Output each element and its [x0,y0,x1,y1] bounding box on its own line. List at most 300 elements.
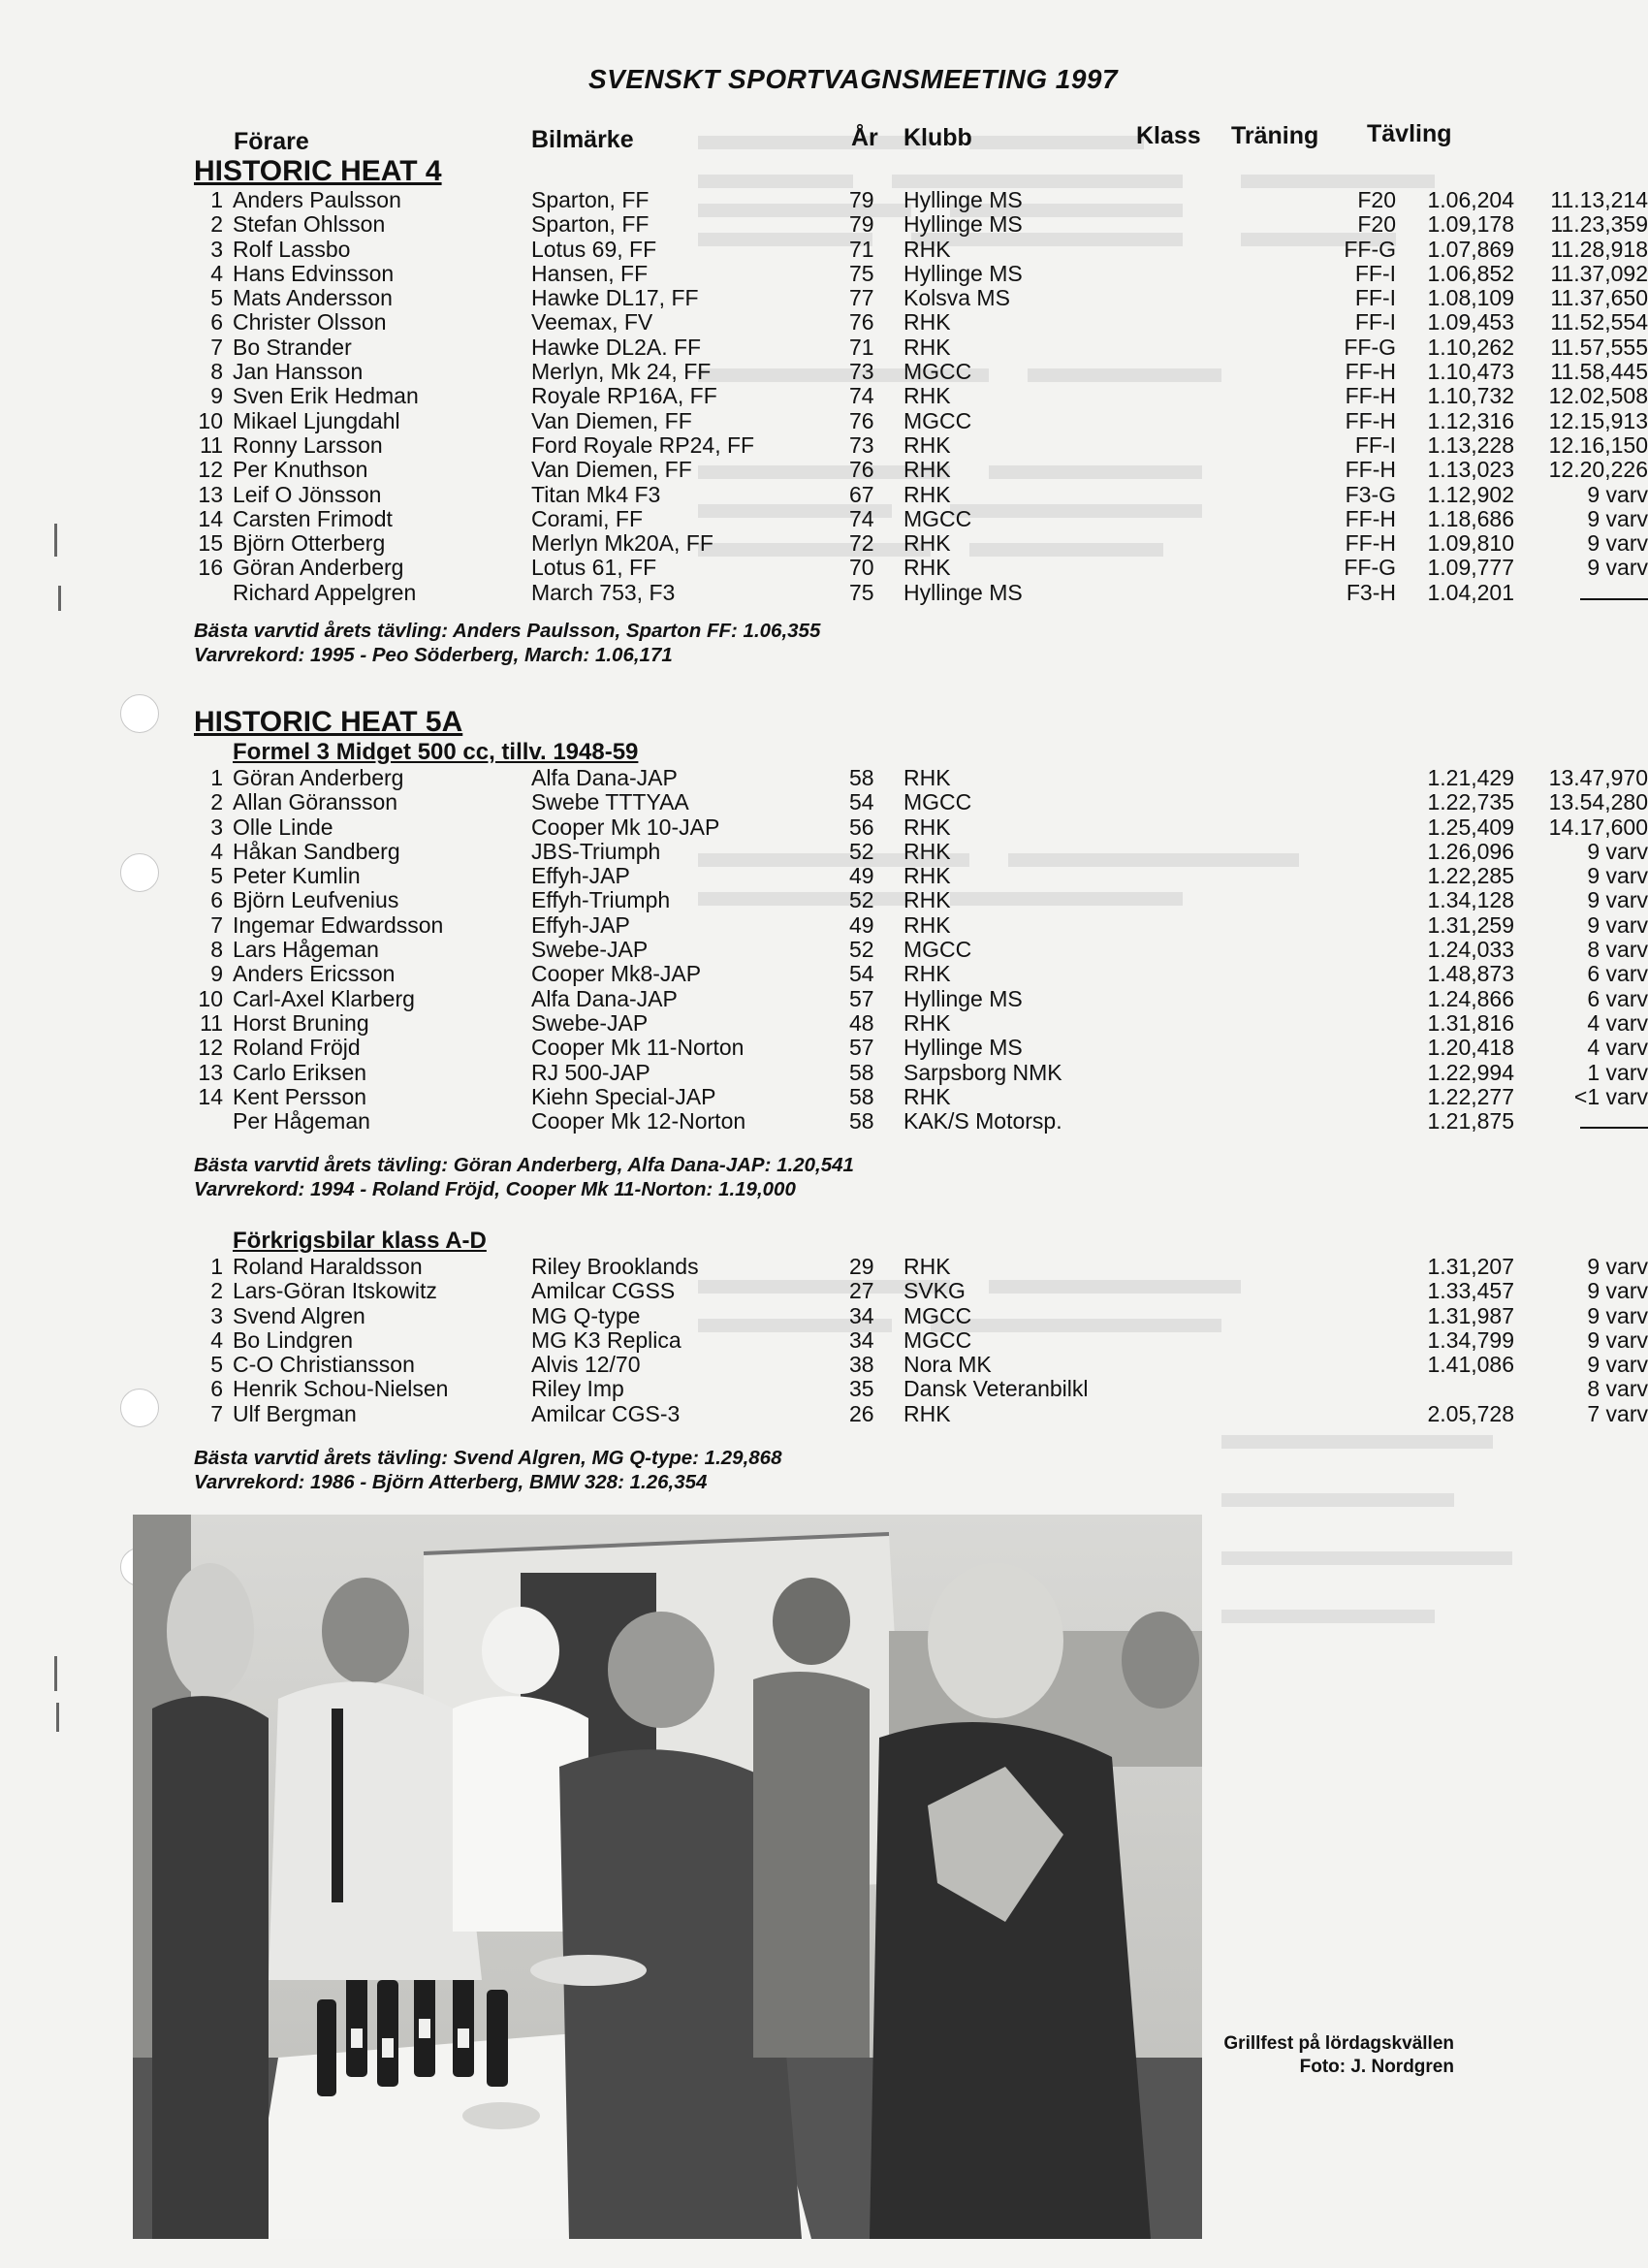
club-cell: RHK [903,309,951,335]
photo-caption [1202,2032,1454,2079]
year-cell: 29 [849,1254,874,1279]
table-row [194,1059,1648,1085]
driver-cell: Håkan Sandberg [233,838,400,864]
training-cell: 1.08,109 [1427,285,1514,311]
header-tavling: Tävling [1367,120,1452,147]
year-cell: 54 [849,789,874,815]
car-cell: Van Diemen, FF [531,407,692,433]
driver-cell: Björn Leufvenius [233,887,399,913]
car-cell: RJ 500-JAP [531,1059,650,1085]
table-row [194,887,1648,913]
section-title: HISTORIC HEAT 5A [194,706,463,738]
year-cell: 49 [849,911,874,938]
driver-cell: Allan Göransson [233,789,398,815]
lap-record-note: Varvrekord: 1994 - Roland Fröjd, Cooper Mk 11-Norton: 1.19,000 [194,1178,796,1201]
club-cell: RHK [903,1009,951,1036]
training-cell: 1.26,096 [1427,838,1514,864]
class-cell: F3-H [1346,579,1396,605]
position-cell: 1 [210,1254,223,1279]
driver-cell: Anders Paulsson [233,187,401,212]
driver-cell: Kent Persson [233,1083,367,1109]
section-historic-heat-5a [194,706,1648,1201]
year-cell: 49 [849,863,874,889]
table-row [194,1254,1648,1279]
table-row [194,530,1648,557]
club-cell: SVKG [903,1278,966,1304]
best-lap-note: Bästa varvtid årets tävling: Svend Algren, MG Q-type: 1.29,868 [194,1447,782,1470]
race-cell: 6 varv [1587,985,1648,1011]
race-cell: 13.47,970 [1548,765,1648,790]
table-row [194,236,1648,262]
training-cell: 1.34,799 [1427,1326,1514,1353]
training-cell: 1.24,033 [1427,937,1514,963]
driver-cell: Per Knuthson [233,457,368,483]
training-cell: 1.12,316 [1427,407,1514,433]
training-cell: 1.09,777 [1427,555,1514,581]
race-cell: <1 varv [1573,1083,1648,1109]
club-cell: RHK [903,961,951,987]
car-cell: MG K3 Replica [531,1326,681,1353]
caption-title: Grillfest på lördagskvällen [1223,2033,1454,2054]
lap-record-note: Varvrekord: 1995 - Peo Söderberg, March: 1.06,171 [194,644,673,667]
year-cell: 58 [849,765,874,790]
best-lap-note: Bästa varvtid årets tävling: Anders Paulsson, Sparton FF: 1.06,355 [194,620,821,643]
race-cell: 9 varv [1587,838,1648,864]
car-cell: Hawke DL17, FF [531,285,699,311]
section-forkrigsbilar [194,1228,1648,1494]
car-cell: Swebe-JAP [531,1009,649,1036]
driver-cell: Ingemar Edwardsson [233,911,444,938]
club-cell: RHK [903,814,951,840]
driver-cell: Bo Lindgren [233,1326,354,1353]
class-cell: FF-G [1344,334,1396,360]
training-cell: 1.25,409 [1427,814,1514,840]
table-row [194,481,1648,507]
results-table [194,187,1648,605]
car-cell: Corami, FF [531,505,643,531]
position-cell: 12 [198,457,223,483]
class-cell: FF-I [1354,431,1396,458]
driver-cell: Carlo Eriksen [233,1059,367,1085]
year-cell: 38 [849,1352,874,1378]
race-cell: 9 varv [1587,530,1648,557]
training-cell: 1.31,987 [1427,1302,1514,1328]
year-cell: 73 [849,359,874,385]
year-cell: 52 [849,838,874,864]
table-row [194,1352,1648,1378]
position-cell: 4 [210,838,223,864]
section-subtitle: Formel 3 Midget 500 cc, tillv. 1948-59 [233,739,639,765]
driver-cell: Henrik Schou-Nielsen [233,1376,449,1402]
club-cell: RHK [903,236,951,262]
race-cell: 6 varv [1587,961,1648,987]
class-cell: FF-H [1345,359,1396,385]
position-cell: 5 [210,863,223,889]
car-cell: March 753, F3 [531,579,676,605]
training-cell: 1.09,810 [1427,530,1514,557]
position-cell: 7 [210,334,223,360]
position-cell: 2 [210,789,223,815]
race-cell: 9 varv [1587,887,1648,913]
table-row [194,309,1648,335]
position-cell: 1 [210,187,223,212]
position-cell: 6 [210,887,223,913]
table-row [194,1302,1648,1328]
training-cell: 1.09,453 [1427,309,1514,335]
table-row [194,961,1648,987]
club-cell: RHK [903,334,951,360]
training-cell: 1.48,873 [1427,961,1514,987]
year-cell: 75 [849,260,874,286]
year-cell: 52 [849,887,874,913]
car-cell: Amilcar CGS-3 [531,1400,681,1426]
car-cell: Effyh-JAP [531,863,630,889]
race-cell: 1 varv [1587,1059,1648,1085]
year-cell: 71 [849,236,874,262]
table-row [194,1108,1514,1134]
car-cell: Cooper Mk 10-JAP [531,814,720,840]
club-cell: Nora MK [903,1352,992,1378]
table-row [194,1326,1648,1353]
race-cell: 9 varv [1587,911,1648,938]
driver-cell: Göran Anderberg [233,765,404,790]
position-cell: 6 [210,309,223,335]
year-cell: 34 [849,1302,874,1328]
binder-hole [120,1389,159,1427]
driver-cell: Lars-Göran Itskowitz [233,1278,437,1304]
class-cell: FF-I [1354,260,1396,286]
driver-cell: Ulf Bergman [233,1400,357,1426]
year-cell: 34 [849,1326,874,1353]
training-cell: 1.31,207 [1427,1254,1514,1279]
car-cell: Alfa Dana-JAP [531,765,678,790]
year-cell: 79 [849,187,874,212]
training-cell: 1.22,994 [1427,1059,1514,1085]
club-cell: MGCC [903,505,972,531]
car-cell: Sparton, FF [531,187,650,212]
club-cell: Hyllinge MS [903,1035,1023,1061]
car-cell: Hansen, FF [531,260,649,286]
car-cell: Hawke DL2A. FF [531,334,702,360]
position-cell: 12 [198,1035,223,1061]
club-cell: RHK [903,765,951,790]
year-cell: 73 [849,431,874,458]
car-cell: Cooper Mk8-JAP [531,961,702,987]
year-cell: 67 [849,481,874,507]
driver-cell: Mats Andersson [233,285,393,311]
driver-cell: Leif O Jönsson [233,481,382,507]
margin-mark [56,1703,59,1732]
table-row [194,457,1648,483]
margin-mark [54,524,57,557]
race-cell: 9 varv [1587,1278,1648,1304]
header-bilmarke: Bilmärke [531,126,634,153]
class-cell: FF-H [1345,383,1396,409]
race-cell: 12.02,508 [1548,383,1648,409]
driver-cell: Sven Erik Hedman [233,383,419,409]
table-row [194,985,1648,1011]
club-cell: MGCC [903,359,972,385]
car-cell: Sparton, FF [531,211,650,238]
training-cell: 1.10,732 [1427,383,1514,409]
club-cell: RHK [903,481,951,507]
year-cell: 70 [849,555,874,581]
driver-cell: Roland Haraldsson [233,1254,423,1279]
training-cell: 1.22,285 [1427,863,1514,889]
year-cell: 58 [849,1083,874,1109]
class-cell: FF-I [1354,309,1396,335]
position-cell: 9 [210,961,223,987]
position-cell: 2 [210,211,223,238]
table-row [194,505,1648,531]
car-cell: Cooper Mk 12-Norton [531,1108,746,1134]
year-cell: 57 [849,985,874,1011]
car-cell: Effyh-JAP [531,911,630,938]
no-result-dash [1580,1109,1648,1129]
year-cell: 58 [849,1108,874,1134]
club-cell: Hyllinge MS [903,211,1023,238]
year-cell: 76 [849,407,874,433]
training-cell: 1.34,128 [1427,887,1514,913]
year-cell: 54 [849,961,874,987]
club-cell: Hyllinge MS [903,579,1023,605]
race-cell: 11.57,555 [1550,334,1648,360]
table-row [194,359,1648,385]
position-cell: 4 [210,260,223,286]
header-forare: Förare [234,128,309,155]
race-cell [1338,1109,1648,1134]
table-row [194,383,1648,409]
race-cell: 13.54,280 [1548,789,1648,815]
car-cell: Alvis 12/70 [531,1352,641,1378]
club-cell: MGCC [903,937,972,963]
table-row [194,1083,1648,1109]
car-cell: Van Diemen, FF [531,457,692,483]
table-row [194,789,1648,815]
section-title: HISTORIC HEAT 4 [194,155,442,187]
club-cell: Hyllinge MS [903,187,1023,212]
race-cell: 9 varv [1587,863,1648,889]
year-cell: 75 [849,579,874,605]
race-cell: 8 varv [1587,937,1648,963]
driver-cell: Stefan Ohlsson [233,211,386,238]
driver-cell: Mikael Ljungdahl [233,407,400,433]
year-cell: 57 [849,1035,874,1061]
club-cell: RHK [903,1083,951,1109]
position-cell: 10 [198,407,223,433]
driver-cell: Svend Algren [233,1302,365,1328]
position-cell: 10 [198,985,223,1011]
lap-record-note: Varvrekord: 1986 - Björn Atterberg, BMW 328: 1.26,354 [194,1471,708,1494]
car-cell: Amilcar CGSS [531,1278,676,1304]
club-cell: RHK [903,530,951,557]
race-cell: 11.37,650 [1550,285,1648,311]
race-cell: 11.13,214 [1550,187,1648,212]
position-cell: 9 [210,383,223,409]
race-cell: 8 varv [1587,1376,1648,1402]
table-row [194,260,1648,286]
training-cell: 1.41,086 [1427,1352,1514,1378]
club-cell: MGCC [903,1302,972,1328]
position-cell: 5 [210,285,223,311]
driver-cell: Christer Olsson [233,309,387,335]
year-cell: 76 [849,309,874,335]
position-cell: 15 [198,530,223,557]
race-cell: 9 varv [1587,1352,1648,1378]
race-cell: 9 varv [1587,505,1648,531]
car-cell: Lotus 61, FF [531,555,657,581]
header-klass: Klass [1136,122,1201,149]
race-cell: 12.16,150 [1548,431,1648,458]
training-cell: 1.13,023 [1427,457,1514,483]
car-cell: Lotus 69, FF [531,236,657,262]
driver-cell: Lars Hågeman [233,937,379,963]
position-cell: 16 [198,555,223,581]
car-cell: Kiehn Special-JAP [531,1083,716,1109]
position-cell: 14 [198,505,223,531]
race-cell: 11.52,554 [1550,309,1648,335]
car-cell: Merlyn, Mk 24, FF [531,359,712,385]
class-cell: FF-H [1345,530,1396,557]
position-cell: 3 [210,814,223,840]
club-cell: Kolsva MS [903,285,1010,311]
training-cell: 1.09,178 [1427,211,1514,238]
header-traning: Träning [1231,122,1319,149]
club-cell: RHK [903,1254,951,1279]
year-cell: 74 [849,505,874,531]
class-cell: FF-H [1345,407,1396,433]
year-cell: 79 [849,211,874,238]
driver-cell: Richard Appelgren [233,579,417,605]
class-cell: FF-G [1344,236,1396,262]
photo-illustration [133,1515,1202,2239]
club-cell: RHK [903,887,951,913]
position-cell: 2 [210,1278,223,1304]
position-cell: 13 [198,481,223,507]
position-cell: 4 [210,1326,223,1353]
position-cell: 7 [210,911,223,938]
column-header-row [0,118,1648,157]
race-cell: 9 varv [1587,1302,1648,1328]
club-cell: Dansk Veteranbilkl [903,1376,1089,1402]
header-ar: År [851,124,878,151]
training-cell: 1.33,457 [1427,1278,1514,1304]
club-cell: MGCC [903,407,972,433]
race-cell: 12.20,226 [1548,457,1648,483]
table-row [194,579,1514,605]
training-cell: 2.05,728 [1427,1400,1514,1426]
training-cell: 1.04,201 [1427,579,1514,605]
binder-hole [120,853,159,892]
year-cell: 26 [849,1400,874,1426]
race-cell: 4 varv [1587,1035,1648,1061]
margin-mark [54,1656,57,1691]
race-cell: 9 varv [1587,481,1648,507]
driver-cell: Jan Hansson [233,359,364,385]
car-cell: MG Q-type [531,1302,641,1328]
position-cell: 5 [210,1352,223,1378]
class-cell: F20 [1357,187,1396,212]
club-cell: RHK [903,555,951,581]
club-cell: RHK [903,1400,951,1426]
year-cell: 76 [849,457,874,483]
year-cell: 58 [849,1059,874,1085]
table-row [194,1009,1648,1036]
table-row [194,285,1648,311]
class-cell: FF-I [1354,285,1396,311]
table-row [194,334,1648,360]
car-cell: Swebe TTTYAA [531,789,689,815]
race-cell: 11.58,445 [1550,359,1648,385]
driver-cell: Carsten Frimodt [233,505,393,531]
driver-cell: C-O Christiansson [233,1352,415,1378]
driver-cell: Göran Anderberg [233,555,404,581]
table-row [194,211,1648,238]
race-cell: 11.23,359 [1550,211,1648,238]
table-row [194,1278,1648,1304]
year-cell: 72 [849,530,874,557]
table-row [194,187,1648,212]
class-cell: FF-G [1344,555,1396,581]
results-table [194,1254,1648,1426]
position-cell: 11 [200,1009,223,1036]
best-lap-note: Bästa varvtid årets tävling: Göran Anderberg, Alfa Dana-JAP: 1.20,541 [194,1154,854,1177]
caption-credit: Foto: J. Nordgren [1299,2057,1454,2077]
position-cell: 3 [210,236,223,262]
class-cell: F3-G [1345,481,1396,507]
car-cell: Ford Royale RP24, FF [531,431,755,458]
driver-cell: Anders Ericsson [233,961,396,987]
club-cell: Hyllinge MS [903,985,1023,1011]
position-cell: 6 [210,1376,223,1402]
car-cell: Cooper Mk 11-Norton [531,1035,745,1061]
driver-cell: Hans Edvinsson [233,260,395,286]
training-cell: 1.31,259 [1427,911,1514,938]
training-cell: 1.12,902 [1427,481,1514,507]
table-row [194,555,1648,581]
table-row [194,765,1648,790]
page-title: SVENSKT SPORTVAGNSMEETING 1997 [587,64,1119,94]
race-cell: 11.28,918 [1550,236,1648,262]
training-cell: 1.24,866 [1427,985,1514,1011]
year-cell: 48 [849,1009,874,1036]
club-cell: MGCC [903,1326,972,1353]
car-cell: JBS-Triumph [531,838,661,864]
position-cell: 8 [210,359,223,385]
driver-cell: Carl-Axel Klarberg [233,985,415,1011]
car-cell: Swebe-JAP [531,937,649,963]
driver-cell: Bo Strander [233,334,352,360]
club-cell: RHK [903,838,951,864]
no-result-dash [1580,581,1648,600]
driver-cell: Olle Linde [233,814,333,840]
class-cell: FF-H [1345,457,1396,483]
table-row [194,937,1648,963]
club-cell: MGCC [903,789,972,815]
training-cell: 1.07,869 [1427,236,1514,262]
table-row [194,407,1648,433]
race-cell: 9 varv [1587,555,1648,581]
car-cell: Titan Mk4 F3 [531,481,661,507]
position-cell: 7 [210,1400,223,1426]
margin-mark [58,586,61,611]
club-cell: RHK [903,431,951,458]
training-cell: 1.31,816 [1427,1009,1514,1036]
training-cell: 1.20,418 [1427,1035,1514,1061]
results-table [194,765,1648,1134]
race-cell: 9 varv [1587,1326,1648,1353]
class-cell: FF-H [1345,505,1396,531]
